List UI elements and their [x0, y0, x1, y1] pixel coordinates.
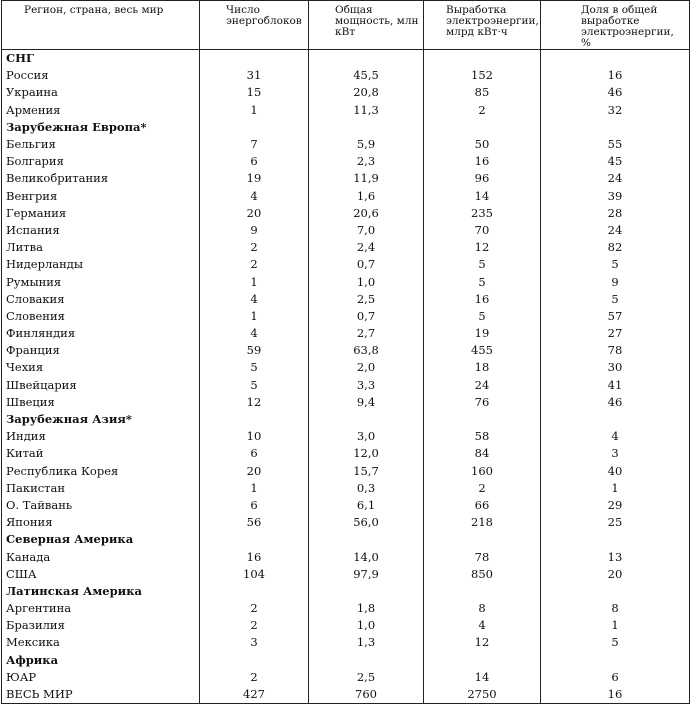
units-cell: 5 — [200, 377, 309, 394]
region-cell: Бразилия — [2, 617, 200, 634]
region-cell: Словакия — [2, 291, 200, 308]
section-title: Латинская Америка — [2, 583, 200, 600]
section-row — [2, 531, 690, 548]
capacity-cell: 5,9 — [309, 136, 424, 153]
section-title: Зарубежная Азия* — [2, 411, 200, 428]
share-cell: 41 — [541, 377, 690, 394]
table-row — [2, 634, 690, 651]
output-cell: 78 — [424, 548, 541, 565]
units-cell: 31 — [200, 67, 309, 84]
units-cell: 2 — [200, 600, 309, 617]
empty-cell — [200, 583, 309, 600]
section-row — [2, 583, 690, 600]
units-cell: 104 — [200, 566, 309, 583]
output-cell: 152 — [424, 67, 541, 84]
share-cell: 39 — [541, 188, 690, 205]
table-row — [2, 188, 690, 205]
empty-cell — [424, 119, 541, 136]
empty-cell — [309, 531, 424, 548]
capacity-cell: 45,5 — [309, 67, 424, 84]
table-row — [2, 239, 690, 256]
units-cell: 7 — [200, 136, 309, 153]
share-cell: 5 — [541, 291, 690, 308]
capacity-cell: 1,0 — [309, 617, 424, 634]
region-cell: Армения — [2, 102, 200, 119]
capacity-cell: 6,1 — [309, 497, 424, 514]
table-row — [2, 600, 690, 617]
output-cell: 76 — [424, 394, 541, 411]
capacity-cell: 3,3 — [309, 377, 424, 394]
capacity-cell: 0,7 — [309, 308, 424, 325]
table-row — [2, 669, 690, 686]
share-cell: 9 — [541, 273, 690, 290]
region-cell: Япония — [2, 514, 200, 531]
table-row — [2, 256, 690, 273]
region-cell: Великобритания — [2, 170, 200, 187]
empty-cell — [541, 531, 690, 548]
empty-cell — [541, 119, 690, 136]
share-cell: 30 — [541, 359, 690, 376]
units-cell: 3 — [200, 634, 309, 651]
output-cell: 19 — [424, 325, 541, 342]
empty-cell — [541, 583, 690, 600]
units-cell: 4 — [200, 188, 309, 205]
empty-cell — [309, 119, 424, 136]
region-cell: Республика Корея — [2, 463, 200, 480]
share-cell: 78 — [541, 342, 690, 359]
region-cell: Швеция — [2, 394, 200, 411]
capacity-cell: 1,8 — [309, 600, 424, 617]
header-units: Число энергоблоков — [200, 1, 309, 50]
units-cell: 2 — [200, 617, 309, 634]
output-cell: 84 — [424, 445, 541, 462]
output-cell: 50 — [424, 136, 541, 153]
output-cell: 5 — [424, 256, 541, 273]
share-cell: 8 — [541, 600, 690, 617]
capacity-cell: 1,3 — [309, 634, 424, 651]
share-cell: 5 — [541, 634, 690, 651]
capacity-cell: 12,0 — [309, 445, 424, 462]
table-row — [2, 222, 690, 239]
units-cell: 10 — [200, 428, 309, 445]
share-cell: 29 — [541, 497, 690, 514]
table-row — [2, 308, 690, 325]
empty-cell — [424, 583, 541, 600]
empty-cell — [541, 652, 690, 669]
capacity-cell: 97,9 — [309, 566, 424, 583]
units-cell: 6 — [200, 445, 309, 462]
region-cell: О. Тайвань — [2, 497, 200, 514]
region-cell: Болгария — [2, 153, 200, 170]
region-cell: Россия — [2, 67, 200, 84]
units-cell: 6 — [200, 497, 309, 514]
empty-cell — [424, 652, 541, 669]
empty-cell — [200, 411, 309, 428]
region-cell: Франция — [2, 342, 200, 359]
share-cell: 27 — [541, 325, 690, 342]
region-cell: США — [2, 566, 200, 583]
output-cell: 18 — [424, 359, 541, 376]
empty-cell — [424, 531, 541, 548]
output-cell: 5 — [424, 308, 541, 325]
share-cell: 24 — [541, 222, 690, 239]
region-cell: Пакистан — [2, 480, 200, 497]
share-cell: 6 — [541, 669, 690, 686]
units-cell: 59 — [200, 342, 309, 359]
region-cell: Китай — [2, 445, 200, 462]
units-cell: 20 — [200, 463, 309, 480]
output-cell: 12 — [424, 239, 541, 256]
region-cell: ВЕСЬ МИР — [2, 686, 200, 704]
empty-cell — [309, 411, 424, 428]
table-row — [2, 686, 690, 704]
table-row — [2, 497, 690, 514]
share-cell: 32 — [541, 102, 690, 119]
header-output: Выработка электроэнергии, млрд кВт·ч — [424, 1, 541, 50]
share-cell: 24 — [541, 170, 690, 187]
capacity-cell: 0,3 — [309, 480, 424, 497]
table-row — [2, 548, 690, 565]
share-cell: 46 — [541, 394, 690, 411]
capacity-cell: 1,0 — [309, 273, 424, 290]
units-cell: 15 — [200, 84, 309, 101]
section-title: Северная Америка — [2, 531, 200, 548]
capacity-cell: 9,4 — [309, 394, 424, 411]
capacity-cell: 11,3 — [309, 102, 424, 119]
output-cell: 85 — [424, 84, 541, 101]
empty-cell — [309, 652, 424, 669]
units-cell: 2 — [200, 239, 309, 256]
output-cell: 96 — [424, 170, 541, 187]
region-cell: Швейцария — [2, 377, 200, 394]
section-row — [2, 652, 690, 669]
region-cell: Аргентина — [2, 600, 200, 617]
region-cell: Мексика — [2, 634, 200, 651]
capacity-cell: 2,4 — [309, 239, 424, 256]
output-cell: 8 — [424, 600, 541, 617]
region-cell: Финляндия — [2, 325, 200, 342]
section-row — [2, 411, 690, 428]
units-cell: 427 — [200, 686, 309, 704]
units-cell: 4 — [200, 291, 309, 308]
capacity-cell: 2,5 — [309, 669, 424, 686]
table-row — [2, 273, 690, 290]
share-cell: 55 — [541, 136, 690, 153]
table-header-row — [2, 1, 690, 50]
units-cell: 6 — [200, 153, 309, 170]
share-cell: 25 — [541, 514, 690, 531]
table-row — [2, 84, 690, 101]
units-cell: 1 — [200, 308, 309, 325]
share-cell: 20 — [541, 566, 690, 583]
table-row — [2, 136, 690, 153]
output-cell: 2 — [424, 102, 541, 119]
section-title: Африка — [2, 652, 200, 669]
region-cell: Испания — [2, 222, 200, 239]
share-cell: 4 — [541, 428, 690, 445]
table-row — [2, 359, 690, 376]
units-cell: 1 — [200, 480, 309, 497]
capacity-cell: 11,9 — [309, 170, 424, 187]
share-cell: 3 — [541, 445, 690, 462]
empty-cell — [541, 411, 690, 428]
table-row — [2, 463, 690, 480]
output-cell: 850 — [424, 566, 541, 583]
table-row — [2, 428, 690, 445]
empty-cell — [309, 50, 424, 68]
capacity-cell: 2,5 — [309, 291, 424, 308]
capacity-cell: 7,0 — [309, 222, 424, 239]
section-title: СНГ — [2, 50, 200, 68]
share-cell: 46 — [541, 84, 690, 101]
share-cell: 1 — [541, 480, 690, 497]
capacity-cell: 20,6 — [309, 205, 424, 222]
units-cell: 12 — [200, 394, 309, 411]
units-cell: 19 — [200, 170, 309, 187]
capacity-cell: 20,8 — [309, 84, 424, 101]
table-row — [2, 291, 690, 308]
table-row — [2, 325, 690, 342]
output-cell: 66 — [424, 497, 541, 514]
share-cell: 40 — [541, 463, 690, 480]
table-row — [2, 342, 690, 359]
region-cell: Нидерланды — [2, 256, 200, 273]
capacity-cell: 14,0 — [309, 548, 424, 565]
units-cell: 1 — [200, 102, 309, 119]
empty-cell — [200, 652, 309, 669]
units-cell: 9 — [200, 222, 309, 239]
output-cell: 2750 — [424, 686, 541, 704]
capacity-cell: 3,0 — [309, 428, 424, 445]
empty-cell — [424, 50, 541, 68]
output-cell: 4 — [424, 617, 541, 634]
capacity-cell: 2,3 — [309, 153, 424, 170]
region-cell: Индия — [2, 428, 200, 445]
region-cell: Чехия — [2, 359, 200, 376]
empty-cell — [309, 583, 424, 600]
output-cell: 235 — [424, 205, 541, 222]
table-body — [2, 50, 690, 704]
region-cell: Венгрия — [2, 188, 200, 205]
output-cell: 16 — [424, 153, 541, 170]
share-cell: 13 — [541, 548, 690, 565]
units-cell: 16 — [200, 548, 309, 565]
share-cell: 28 — [541, 205, 690, 222]
section-row — [2, 119, 690, 136]
table-row — [2, 514, 690, 531]
capacity-cell: 1,6 — [309, 188, 424, 205]
output-cell: 58 — [424, 428, 541, 445]
share-cell: 82 — [541, 239, 690, 256]
output-cell: 160 — [424, 463, 541, 480]
units-cell: 1 — [200, 273, 309, 290]
table-row — [2, 617, 690, 634]
table-row — [2, 377, 690, 394]
section-title: Зарубежная Европа* — [2, 119, 200, 136]
units-cell: 4 — [200, 325, 309, 342]
region-cell: Литва — [2, 239, 200, 256]
output-cell: 2 — [424, 480, 541, 497]
empty-cell — [424, 411, 541, 428]
capacity-cell: 56,0 — [309, 514, 424, 531]
header-capacity: Общая мощность, млн кВт — [309, 1, 424, 50]
output-cell: 218 — [424, 514, 541, 531]
region-cell: Германия — [2, 205, 200, 222]
table-row — [2, 205, 690, 222]
region-cell: ЮАР — [2, 669, 200, 686]
region-cell: Канада — [2, 548, 200, 565]
table-row — [2, 153, 690, 170]
output-cell: 5 — [424, 273, 541, 290]
table-row — [2, 170, 690, 187]
table-row — [2, 445, 690, 462]
output-cell: 455 — [424, 342, 541, 359]
section-row — [2, 50, 690, 68]
region-cell: Украина — [2, 84, 200, 101]
share-cell: 57 — [541, 308, 690, 325]
share-cell: 45 — [541, 153, 690, 170]
capacity-cell: 2,7 — [309, 325, 424, 342]
header-region: Регион, страна, весь мир — [2, 1, 200, 50]
region-cell: Словения — [2, 308, 200, 325]
share-cell: 5 — [541, 256, 690, 273]
share-cell: 16 — [541, 686, 690, 704]
capacity-cell: 0,7 — [309, 256, 424, 273]
capacity-cell: 2,0 — [309, 359, 424, 376]
table-row — [2, 566, 690, 583]
table-row — [2, 102, 690, 119]
capacity-cell: 63,8 — [309, 342, 424, 359]
output-cell: 16 — [424, 291, 541, 308]
units-cell: 5 — [200, 359, 309, 376]
region-cell: Румыния — [2, 273, 200, 290]
empty-cell — [541, 50, 690, 68]
output-cell: 70 — [424, 222, 541, 239]
table-row — [2, 480, 690, 497]
capacity-cell: 15,7 — [309, 463, 424, 480]
capacity-cell: 760 — [309, 686, 424, 704]
empty-cell — [200, 531, 309, 548]
region-cell: Бельгия — [2, 136, 200, 153]
output-cell: 14 — [424, 188, 541, 205]
units-cell: 56 — [200, 514, 309, 531]
empty-cell — [200, 119, 309, 136]
output-cell: 24 — [424, 377, 541, 394]
table-row — [2, 394, 690, 411]
share-cell: 16 — [541, 67, 690, 84]
nuclear-power-table — [1, 0, 690, 704]
units-cell: 20 — [200, 205, 309, 222]
output-cell: 12 — [424, 634, 541, 651]
share-cell: 1 — [541, 617, 690, 634]
units-cell: 2 — [200, 669, 309, 686]
output-cell: 14 — [424, 669, 541, 686]
table-row — [2, 67, 690, 84]
empty-cell — [200, 50, 309, 68]
header-share: Доля в общей выработке электроэнергии, % — [541, 1, 690, 50]
units-cell: 2 — [200, 256, 309, 273]
